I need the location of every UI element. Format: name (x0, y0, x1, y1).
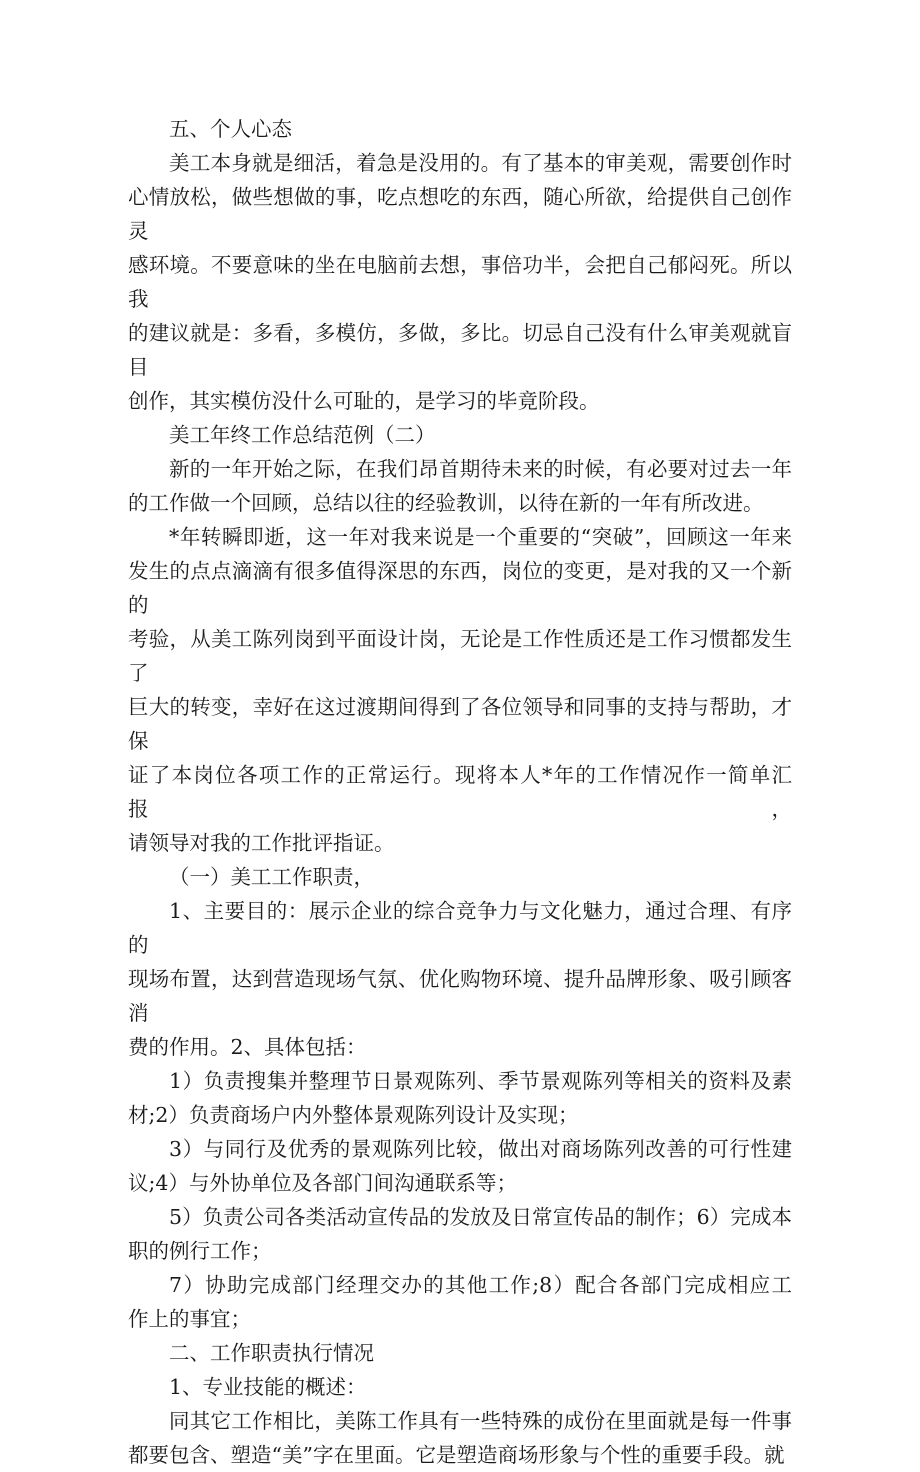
section-heading (128, 860, 792, 894)
text-line: 的建议就是：多看，多模仿，多做，多比。切忌自己没有什么审美观就盲目 (128, 321, 792, 379)
body-paragraph (128, 452, 792, 520)
body-paragraph (128, 894, 792, 1064)
text-line: *年转瞬即逝，这一年对我来说是一个重要的“突破”，回顾这一年来 (169, 525, 792, 549)
text-line: 的工作做一个回顾，总结以往的经验教训，以待在新的一年有所改进。 (128, 491, 764, 515)
text-line: 心情放松，做些想做的事，吃点想吃的东西，随心所欲，给提供自己创作灵 (128, 185, 792, 243)
text-line: 新的一年开始之际，在我们昂首期待未来的时候，有必要对过去一年 (169, 457, 792, 481)
body-paragraph (128, 520, 792, 860)
body-paragraph (128, 1132, 792, 1200)
text-line: 议;4）与外协单位及各部门间沟通联系等； (128, 1171, 517, 1195)
body-paragraph (128, 1404, 792, 1472)
section-heading (128, 418, 792, 452)
text-line: 感环境。不要意味的坐在电脑前去想，事倍功半，会把自己郁闷死。所以我 (128, 253, 792, 311)
document-body (128, 112, 792, 1472)
body-paragraph (128, 1268, 792, 1336)
text-line: 二、工作职责执行情况 (169, 1341, 374, 1365)
section-heading (128, 112, 792, 146)
text-line: 请领导对我的工作批评指证。 (128, 831, 395, 855)
text-line: 美工本身就是细活，着急是没用的。有了基本的审美观，需要创作时 (169, 151, 792, 175)
body-paragraph (128, 1200, 792, 1268)
text-line: 创作，其实模仿没什么可耻的，是学习的毕竟阶段。 (128, 389, 600, 413)
text-line: 美工年终工作总结范例（二） (169, 423, 436, 447)
text-line: 1、主要目的：展示企业的综合竞争力与文化魅力，通过合理、有序的 (128, 899, 792, 957)
text-line: 现场布置，达到营造现场气氛、优化购物环境、提升品牌形象、吸引顾客消 (128, 967, 792, 1025)
text-line: （一）美工工作职责， (169, 865, 374, 889)
text-line: 3）与同行及优秀的景观陈列比较，做出对商场陈列改善的可行性建 (169, 1137, 792, 1161)
text-line: 作上的事宜； (128, 1307, 251, 1331)
text-line: 材;2）负责商场户内外整体景观陈列设计及实现； (128, 1103, 579, 1127)
text-line: 巨大的转变，幸好在这过渡期间得到了各位领导和同事的支持与帮助，才保 (128, 695, 792, 753)
text-line: 证了本岗位各项工作的正常运行。现将本人*年的工作情况作一简单汇报， (128, 763, 792, 821)
text-line: 1）负责搜集并整理节日景观陈列、季节景观陈列等相关的资料及素 (169, 1069, 792, 1093)
text-line: 职的例行工作； (128, 1239, 272, 1263)
section-heading (128, 1336, 792, 1370)
text-line: 1、专业技能的概述： (169, 1375, 367, 1399)
text-line: 同其它工作相比，美陈工作具有一些特殊的成份在里面就是每一件事 (169, 1409, 792, 1433)
text-line: 都要包含、塑造“美”字在里面。它是塑造商场形象与个性的重要手段。就 (128, 1443, 785, 1467)
text-line: 5）负责公司各类活动宣传品的发放及日常宣传品的制作；6）完成本 (169, 1205, 792, 1229)
text-line: 考验，从美工陈列岗到平面设计岗，无论是工作性质还是工作习惯都发生了 (128, 627, 792, 685)
section-heading (128, 1370, 792, 1404)
text-line: 发生的点点滴滴有很多值得深思的东西，岗位的变更，是对我的又一个新的 (128, 559, 792, 617)
text-line: 7）协助完成部门经理交办的其他工作;8）配合各部门完成相应工 (169, 1273, 792, 1297)
body-paragraph (128, 1064, 792, 1132)
text-line: 五、个人心态 (169, 117, 292, 141)
text-line: 费的作用。2、具体包括： (128, 1035, 367, 1059)
body-paragraph (128, 146, 792, 418)
